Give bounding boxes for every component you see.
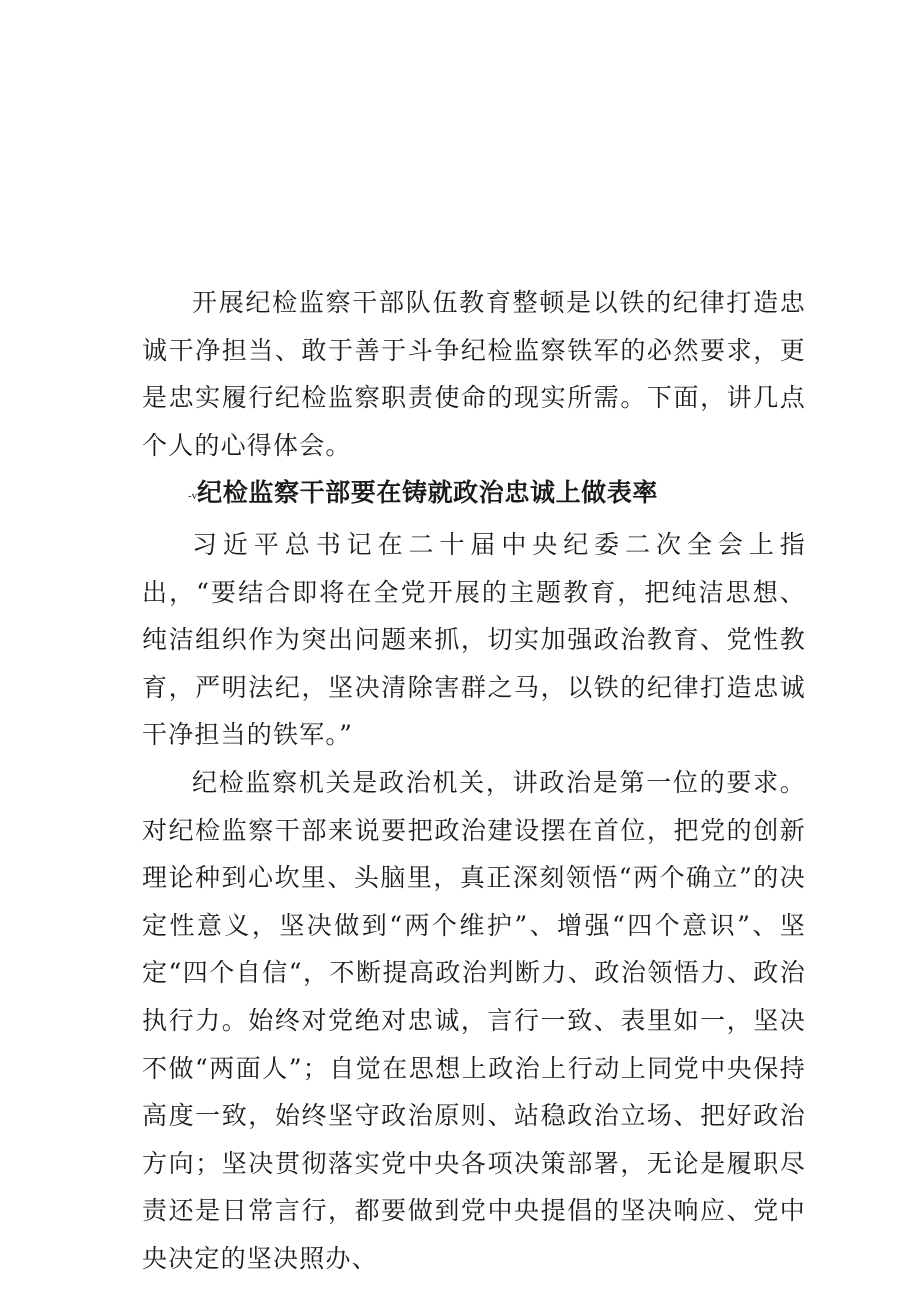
section-heading-text: 纪检监察干部要在铸就政治忠诚上做表率 (197, 478, 658, 508)
intro-paragraph: 开展纪检监察干部队伍教育整顿是以铁的纪律打造忠诚干净担当、敢于善于斗争纪检监察铁军的必然要求，更是忠实履行纪检监察职责使命的现实所需。下面，讲几点个人的心得体会。 (142, 288, 806, 460)
quote-paragraph: 习近平总书记在二十届中央纪委二次全会上指出，“要结合即将在全党开展的主题教育，把纯洁思想、纯洁组织作为突出问题来抓，切实加强政治教育、党性教育，严明法纪，坚决清除害群之马，以铁的纪律打造忠诚干净担当的铁军。” (142, 529, 806, 750)
document-body (142, 279, 806, 1282)
body-paragraph: 纪检监察机关是政治机关，讲政治是第一位的要求。对纪检监察干部来说要把政治建设摆在首位，把党的创新理论种到心坎里、头脑里，真正深刻领悟“两个确立”的决定性意义，坚决做到“两个维护”、增强“四个意识”、坚定“四个自信“，不断提高政治判断力、政治领悟力、政治执行力。始终对党绝对忠诚，言行一致、表里如一，坚决不做“两面人”；自觉在思想上政治上行动上同党中央保持高度一致，始终坚守政治原则、站稳政治立场、把好政治方向；坚决贯彻落实党中央各项决策部署，无论是履职尽责还是日常言行，都要做到党中央提倡的坚决响应、党中央决定的坚决照办、 (142, 767, 806, 1273)
heading-marker: -v (188, 490, 198, 503)
section-heading (142, 469, 806, 521)
